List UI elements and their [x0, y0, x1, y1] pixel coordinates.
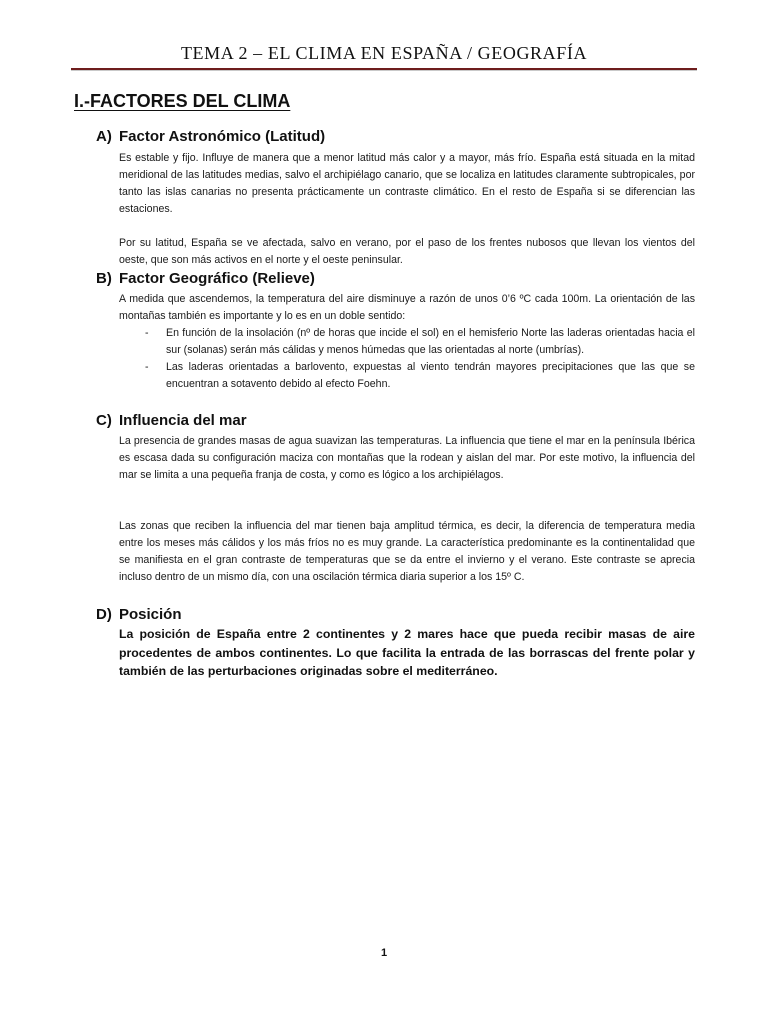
subsection-c-paragraph-1: La presencia de grandes masas de agua suavizan las temperaturas. La influencia que tiene el mar en la península Ibérica es escasa dada su configuración maciza con montañas que la rodean y aislan del mar. Por este motivo, la influencia del mar se limita a una pequeña franja de costa, y como es lógico a los archipiélagos.: [119, 435, 695, 481]
bullet-dash: -: [145, 327, 149, 339]
subsection-a-paragraph-1: Es estable y fijo. Influye de manera que a menor latitud más calor y a mayor, más frío. España está situada en la mitad meridional de las latitudes medias, salvo el archipiélago canario, que se localiza en latitudes claramente subtropicales, por tanto las islas canarias no presenta prácticamente un contraste climático. En el resto de España si se diferencian las estaciones.: [119, 152, 695, 215]
subsection-d-title: Posición: [119, 606, 182, 623]
subsection-a-letter: A): [96, 128, 112, 145]
subsection-b-bullet-list: [119, 325, 695, 393]
subsection-c-paragraph-2: Las zonas que reciben la influencia del mar tienen baja amplitud térmica, es decir, la diferencia de temperatura media entre los meses más cálidos y los más fríos no es muy grande. La característica predominante es la continentalidad que se manifiesta en el gran contraste de temperaturas que se da entre el invierno y el verano. Este contraste se aprecia incluso dentro de un mismo día, con una oscilación térmica diaria superior a los 15º C.: [119, 520, 695, 583]
subsection-c-letter: C): [96, 412, 112, 429]
subsection-b-paragraph-1: A medida que ascendemos, la temperatura del aire disminuye a razón de unos 0’6 ºC cada 100m. La orientación de las montañas también es importante y lo es en un doble sentido:: [119, 293, 695, 322]
subsection-b-title: Factor Geográfico (Relieve): [119, 270, 315, 287]
subsection-a-heading: [96, 128, 325, 145]
page-header-title: TEMA 2 – EL CLIMA EN ESPAÑA / GEOGRAFÍA: [180, 43, 588, 63]
list-item: [119, 359, 695, 393]
section-title: I.-FACTORES DEL CLIMA: [74, 91, 291, 111]
subsection-c-heading: [96, 412, 247, 429]
subsection-a-paragraph-2: Por su latitud, España se ve afectada, salvo en verano, por el paso de los frentes nubosos que llevan los vientos del oeste, que son más activos en el norte y el oeste peninsular.: [119, 237, 695, 266]
bullet-text: Las laderas orientadas a barlovento, expuestas al viento tendrán mayores precipitaciones que las que se encuentran a sotavento debido al efecto Foehn.: [166, 361, 695, 390]
bullet-text: En función de la insolación (nº de horas que incide el sol) en el hemisferio Norte las laderas orientadas hacia el sur (solanas) serán más cálidas y menos húmedas que las orientadas al norte (umbrías).: [166, 327, 695, 356]
subsection-b-letter: B): [96, 270, 112, 287]
subsection-d-heading: [96, 606, 182, 623]
subsection-c-title: Influencia del mar: [119, 412, 247, 429]
bullet-dash: -: [145, 361, 149, 373]
list-item: [119, 325, 695, 359]
subsection-a-title: Factor Astronómico (Latitud): [119, 128, 326, 145]
subsection-d-letter: D): [96, 606, 112, 623]
header-divider: [71, 68, 697, 71]
subsection-b-heading: [96, 270, 315, 287]
subsection-d-paragraph-1: La posición de España entre 2 continentes y 2 mares hace que pueda recibir masas de aire procedentes de ambos continentes. Lo que facilita la entrada de las borrascas del frente polar y también de las perturbaciones originadas sobre el mediterráneo.: [119, 627, 695, 678]
page-number: 1: [380, 947, 388, 959]
